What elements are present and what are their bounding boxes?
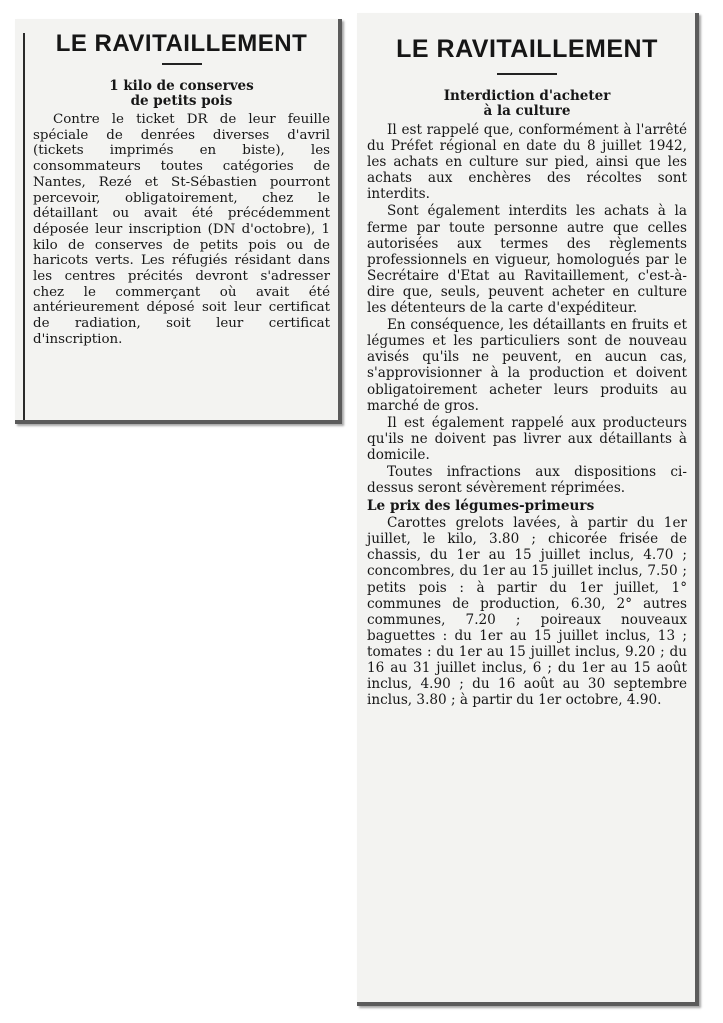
- article-headline: 1 kilo de conserves de petits pois: [109, 78, 254, 109]
- clipping-masthead: LE RAVITAILLEMENT: [396, 35, 658, 63]
- left-newspaper-clipping: [15, 19, 342, 424]
- article-paragraph: Sont également interdits les achats à la ferme par toute personne autre que celles autorisées aux termes des règlements professionnels en vigueur, homologués par le Secrétaire d'Etat au Ravitaillement, c'est-à-dire que, seuls, peuvent acheter en culture les détenteurs de la carte d'expéditeur.: [367, 203, 687, 317]
- article-body: [33, 112, 330, 348]
- masthead-divider: [162, 63, 202, 65]
- article-paragraph: Contre le ticket DR de leur feuille spéciale de denrées diverses d'avril (tickets imprimés en biste), les consommateurs toutes catégories de Nantes, Rezé et St-Sébastien pourront percevoir, obligatoirement, chez le détaillant ou avait été précédemment déposée leur inscription (DN d'octobre), 1 kilo de conserves de petits pois ou de haricots verts. Les réfugiés résidant dans les centres précités devront s'adresser chez le commerçant où avait été antérieurement déposé soit leur certificat de radiation, soit leur certificat d'inscription.: [33, 112, 330, 347]
- article-paragraph: Toutes infractions aux dispositions ci-dessus seront sévèrement réprimées.: [367, 463, 687, 497]
- article-body: [367, 122, 687, 708]
- article-paragraph: Il est également rappelé aux producteurs qu'ils ne doivent pas livrer aux détaillants à domicile.: [367, 414, 687, 463]
- article-headline: Interdiction d'acheter à la culture: [443, 88, 611, 119]
- article-paragraph: En conséquence, les détaillants en fruits et légumes et les particuliers sont de nouveau avisés qu'ils ne peuvent, en aucun cas, s'approvisionner à la production et doivent obligatoirement acheter leurs produits au marché de gros.: [367, 317, 687, 414]
- masthead-divider: [497, 73, 557, 75]
- column-rule: [23, 33, 25, 420]
- clipping-masthead: LE RAVITAILLEMENT: [55, 30, 308, 57]
- article-paragraph: Il est rappelé que, conformément à l'arrêté du Préfet régional en date du 8 juillet 1942, les achats en culture sur pied, ainsi que les achats aux enchères des récoltes sont interdits.: [367, 122, 687, 203]
- prices-paragraph: Carottes grelots lavées, à partir du 1er juillet, le kilo, 3.80 ; chicorée frisée de chassis, du 1er au 15 juillet inclus, 4.70 ; concombres, du 1er au 15 juillet inclus, 7.50 ; petits pois : à partir du 1er juillet, 1° communes de production, 6.30, 2° autres communes, 7.20 ; poireaux nouveaux baguettes : du 1er au 15 juillet inclus, 13 ; tomates : du 1er au 15 juillet inclus, 9.20 ; du 16 au 31 juillet inclus, 6 ; du 1er au 15 août inclus, 4.90 ; du 16 août au 30 septembre inclus, 3.80 ; à partir du 1er octobre, 4.90.: [367, 515, 687, 709]
- prices-subheading: Le prix des légumes-primeurs: [367, 498, 595, 515]
- right-newspaper-clipping: [357, 13, 699, 1006]
